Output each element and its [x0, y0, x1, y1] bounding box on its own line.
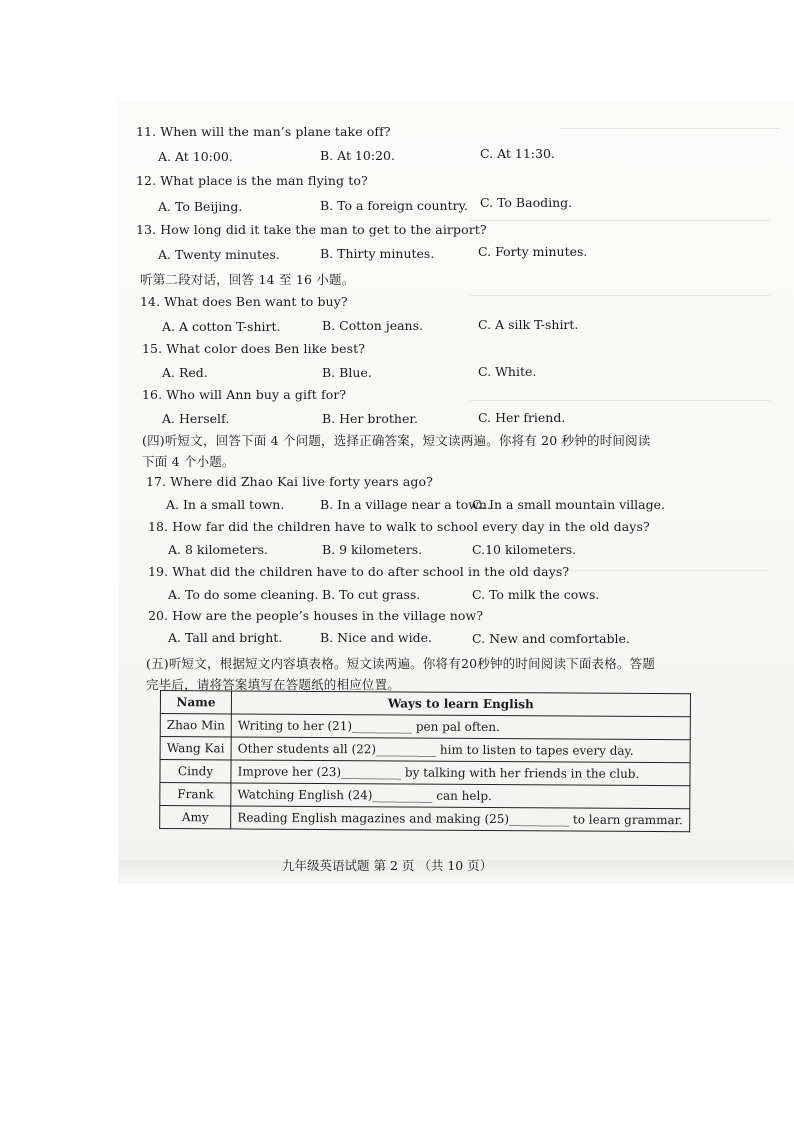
table-row [160, 714, 690, 740]
question-12: 12. What place is the man flying to? [136, 173, 368, 188]
page-footer: 九年级英语试题 第 2 页 （共 10 页） [282, 858, 493, 873]
learning-way: Reading English magazines and making (25)__________ to learn grammar. [231, 806, 690, 832]
option-a: A. Herself. [162, 411, 230, 426]
option-a: A. To do some cleaning. [168, 587, 319, 602]
bleed-through-text [470, 390, 770, 401]
learning-way: Watching English (24)__________ can help. [231, 783, 690, 809]
student-name: Cindy [160, 760, 231, 783]
column-header-ways: Ways to learn English [231, 691, 690, 717]
table-row [160, 806, 690, 832]
option-a: A. Tall and bright. [168, 630, 283, 645]
question-11: 11. When will the man’s plane take off? [136, 124, 391, 139]
option-c: C. To milk the cows. [472, 587, 600, 602]
option-a: A. To Beijing. [158, 199, 243, 214]
option-b: B. 9 kilometers. [322, 542, 423, 557]
student-name: Amy [160, 806, 231, 829]
learning-way: Other students all (22)__________ him to listen to tapes every day. [231, 737, 690, 763]
bleed-through-text [470, 210, 770, 221]
learning-way: Improve her (23)__________ by talking with her friends in the club. [231, 760, 690, 786]
option-a: A. A cotton T-shirt. [162, 319, 281, 334]
option-b: B. Nice and wide. [320, 630, 432, 645]
section-instruction: (四)听短文，回答下面 4 个问题，选择正确答案，短文读两遍。你将有 20 秒钟的时间阅读 [142, 433, 651, 448]
option-b: B. To a foreign country. [320, 198, 468, 213]
bleed-through-text [470, 285, 770, 296]
section-instruction: 下面 4 个小题。 [142, 454, 235, 469]
option-c: C. Forty minutes. [478, 244, 588, 259]
option-a: A. Red. [162, 365, 208, 380]
question-13: 13. How long did it take the man to get to the airport? [136, 222, 487, 237]
option-c: C. White. [478, 364, 537, 379]
option-b: B. At 10:20. [320, 148, 395, 163]
option-b: B. Her brother. [322, 411, 418, 426]
option-c: C. To Baoding. [480, 195, 573, 210]
ways-to-learn-table [159, 690, 691, 832]
option-b: B. In a village near a town. [320, 497, 491, 512]
option-a: A. At 10:00. [158, 149, 233, 164]
option-c: C.10 kilometers. [472, 542, 577, 557]
option-c: C. New and comfortable. [472, 631, 630, 646]
option-b: B. To cut grass. [322, 587, 421, 602]
option-a: A. Twenty minutes. [158, 247, 280, 262]
question-15: 15. What color does Ben like best? [142, 341, 366, 356]
student-name: Zhao Min [160, 714, 231, 737]
option-b: B. Blue. [322, 365, 372, 380]
question-20: 20. How are the people’s houses in the village now? [148, 608, 484, 623]
option-b: B. Thirty minutes. [320, 246, 435, 261]
option-c: C. Her friend. [478, 410, 566, 425]
option-a: A. In a small town. [166, 497, 285, 512]
section-instruction: 听第二段对话，回答 14 至 16 小题。 [140, 272, 355, 287]
student-name: Wang Kai [160, 737, 231, 760]
option-b: B. Cotton jeans. [322, 318, 423, 333]
section-instruction: 完毕后，请将答案填写在答题纸的相应位置。 [146, 677, 401, 692]
option-a: A. 8 kilometers. [168, 542, 269, 557]
option-c: C. At 11:30. [480, 146, 555, 161]
question-17: 17. Where did Zhao Kai live forty years ago? [146, 474, 433, 489]
table-row [160, 760, 690, 786]
learning-way: Writing to her (21)__________ pen pal often. [231, 714, 690, 740]
option-c: C. In a small mountain village. [472, 497, 665, 512]
question-16: 16. Who will Ann buy a gift for? [142, 387, 347, 402]
bleed-through-text [560, 118, 780, 129]
column-header-name: Name [160, 691, 231, 714]
table-row [160, 783, 690, 809]
student-name: Frank [160, 783, 231, 806]
option-c: C. A silk T-shirt. [478, 317, 579, 332]
table-row [160, 737, 690, 763]
question-19: 19. What did the children have to do after school in the old days? [148, 564, 570, 579]
table-header-row [160, 691, 690, 717]
question-14: 14. What does Ben want to buy? [140, 294, 348, 309]
section-instruction: (五)听短文，根据短文内容填表格。短文读两遍。你将有20秒钟的时间阅读下面表格。答题 [146, 656, 656, 671]
question-18: 18. How far did the children have to walk to school every day in the old days? [148, 519, 650, 534]
